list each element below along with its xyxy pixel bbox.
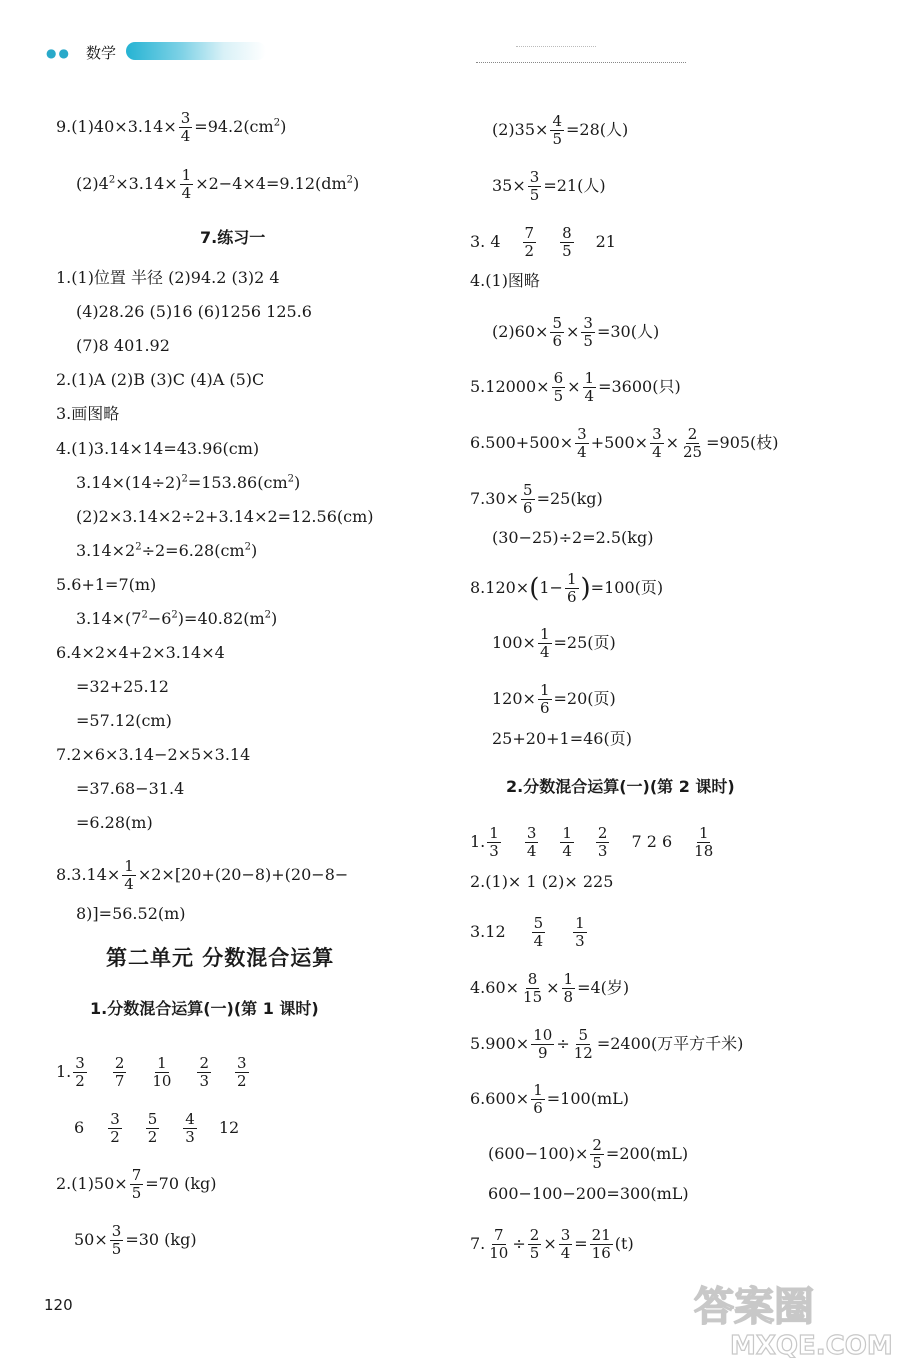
answer-line: 120× $\frac{1}{6}$ =20(页): [492, 681, 616, 717]
unit-heading: 第二单元 分数混合运算: [106, 946, 335, 970]
fraction: $\frac{3}{4}$: [526, 824, 537, 860]
fraction: $\frac{2}{5}$: [592, 1136, 602, 1172]
answer-line: 6 $\frac{3}{2}$ $\frac{5}{2}$ $\frac{4}{3}$ 12: [74, 1110, 240, 1146]
fraction: $\frac{1}{4}$: [124, 857, 134, 893]
fraction: $\frac{3}{5}$: [529, 168, 540, 204]
answer-line: 2.(1)A (2)B (3)C (4)A (5)C: [56, 370, 265, 389]
fraction: $\frac{2}{25}$: [683, 425, 703, 461]
fraction: $\frac{7}{2}$: [524, 224, 535, 260]
fraction: $\frac{3}{5}$: [111, 1222, 122, 1258]
answer-line: 5.6+1=7(m): [56, 575, 157, 594]
answer-line: 25+20+1=46(页): [492, 729, 632, 748]
answer-line: =37.68−31.4: [76, 779, 185, 798]
fraction: $\frac{1}{4}$: [562, 824, 572, 860]
fraction: $\frac{10}{9}$: [533, 1026, 553, 1062]
answer-line: 6.500+500× $\frac{3}{4}$ +500× $\frac{3}{4}$ × $\frac{2}{25}$ =905(枝): [470, 425, 779, 461]
answer-line: (4)28.26 (5)16 (6)1256 125.6: [76, 302, 312, 321]
fraction: $\frac{4}{3}$: [185, 1110, 195, 1146]
fraction: $\frac{3}{4}$: [652, 425, 662, 461]
answer-line: 6.600× $\frac{1}{6}$ =100(mL): [470, 1081, 629, 1117]
answer-line: $3.14\times(14\div 2)^2=153.86(cm^2)$: [76, 473, 301, 492]
answer-line: (30−25)÷2=2.5(kg): [492, 528, 654, 547]
fraction: $\frac{21}{16}$: [591, 1226, 611, 1262]
fraction: $\frac{3}{5}$: [583, 314, 593, 350]
answer-line: (2)2×3.14×2÷2+3.14×2=12.56(cm): [76, 507, 374, 526]
fraction: $\frac{3}{2}$: [75, 1054, 85, 1090]
answer-line: 7.2×6×3.14−2×5×3.14: [56, 745, 251, 764]
header-brand-logo: [126, 42, 266, 60]
fraction: $\frac{3}{2}$: [110, 1110, 120, 1146]
fraction: $\frac{2}{3}$: [597, 824, 608, 860]
answer-line: 4.60× $\frac{8}{15}$ × $\frac{1}{8}$ =4(岁): [470, 970, 630, 1006]
fraction: $\frac{8}{15}$: [523, 970, 543, 1006]
answer-line: 2.(1)× 1 (2)× 225: [470, 872, 614, 891]
answer-line: 7. $\frac{7}{10}$ ÷ $\frac{2}{5}$ × $\frac{3}{4}$ = $\frac{21}{16}$ (t): [470, 1226, 634, 1262]
answer-line: 2.(1)50× $\frac{7}{5}$ =70 (kg): [56, 1166, 217, 1202]
answer-line: =6.28(m): [76, 813, 153, 832]
answer-line: 600−100−200=300(mL): [488, 1184, 689, 1203]
answer-line: =57.12(cm): [76, 711, 172, 730]
fraction: $\frac{8}{5}$: [562, 224, 572, 260]
fraction: $\frac{1}{6}$: [566, 570, 577, 606]
watermark-logo: [690, 1276, 906, 1358]
answer-line: 100× $\frac{1}{4}$ =25(页): [492, 625, 616, 661]
answer-line: $3.14\times(7^2-6^2)=40.82(m^2)$: [76, 609, 278, 628]
fraction: $\frac{1}{3}$: [489, 824, 499, 860]
answer-line: $(2)4^2\times 3.14\times$ $\frac{1}{4}$ $\times 2-4\times 4=9.12(dm^2)$: [76, 166, 360, 202]
fraction: $\frac{5}{2}$: [147, 1110, 158, 1146]
answer-line: (600−100)× $\frac{2}{5}$ =200(mL): [488, 1136, 689, 1172]
header-subject: 数学: [86, 44, 117, 62]
answer-line: 1. $\frac{1}{3}$ $\frac{3}{4}$ $\frac{1}{4}$ $\frac{2}{3}$ 7 2 6 $\frac{1}{18}$: [470, 824, 714, 860]
answer-line: 4.(1)3.14×14=43.96(cm): [56, 439, 260, 458]
answer-line: 4.(1)图略: [470, 271, 540, 290]
fraction: $\frac{1}{10}$: [152, 1054, 172, 1090]
section-heading: 7.练习一: [200, 228, 266, 247]
answer-line: 9.(1)40×3.14× $\frac{3}{4}$ $=94.2(cm^2)$: [56, 109, 287, 145]
watermark-title: 答案圈: [694, 1284, 814, 1330]
fraction: $\frac{5}{6}$: [552, 314, 562, 350]
fraction: $\frac{2}{5}$: [529, 1226, 540, 1262]
answer-line: (2)60× $\frac{5}{6}$ × $\frac{3}{5}$ =30(人): [492, 314, 660, 350]
fraction: $\frac{2}{7}$: [114, 1054, 125, 1090]
answer-line: 1. $\frac{3}{2}$ $\frac{2}{7}$ $\frac{1}{10}$ $\frac{2}{3}$ $\frac{3}{2}$: [56, 1054, 247, 1090]
section-heading: 2.分数混合运算(一)(第 2 课时): [506, 777, 735, 796]
answer-line: =32+25.12: [76, 677, 169, 696]
header-dots-icon: ●●: [46, 46, 71, 60]
header-rule: [476, 62, 686, 63]
fraction: $\frac{1}{4}$: [539, 625, 550, 661]
fraction: $\frac{3}{4}$: [577, 425, 587, 461]
answer-line: 8.120×(1− $\frac{1}{6}$ )=100(页): [470, 570, 664, 606]
page-header: [46, 40, 526, 66]
answer-line: 50× $\frac{3}{5}$ =30 (kg): [74, 1222, 197, 1258]
fraction: $\frac{1}{4}$: [181, 166, 192, 202]
answer-line: 35× $\frac{3}{5}$ =21(人): [492, 168, 606, 204]
watermark-url: MXQE.COM: [730, 1331, 893, 1358]
fraction: $\frac{1}{4}$: [584, 369, 595, 405]
answer-line: 5.900× $\frac{10}{9}$ ÷ $\frac{5}{12}$ =2400(万平方千米): [470, 1026, 744, 1062]
fraction: $\frac{7}{5}$: [131, 1166, 142, 1202]
answer-line: 8)]=56.52(m): [76, 904, 186, 923]
fraction: $\frac{4}{5}$: [552, 112, 562, 148]
fraction: $\frac{7}{10}$: [489, 1226, 509, 1262]
answer-line: (2)35× $\frac{4}{5}$ =28(人): [492, 112, 629, 148]
answer-line: (7)8 401.92: [76, 336, 170, 355]
answer-line: 5.12000× $\frac{6}{5}$ × $\frac{1}{4}$ =3600(只): [470, 369, 681, 405]
answer-line: 6.4×2×4+2×3.14×4: [56, 643, 225, 662]
fraction: $\frac{1}{6}$: [539, 681, 550, 717]
answer-line: $3.14\times 2^2\div 2=6.28(cm^2)$: [76, 541, 258, 560]
page-number: 120: [44, 1296, 73, 1314]
fraction: $\frac{1}{8}$: [563, 970, 574, 1006]
answer-line: 3. 4 $\frac{7}{2}$ $\frac{8}{5}$ 21: [470, 224, 616, 260]
fraction: $\frac{3}{4}$: [180, 109, 191, 145]
answer-line: 3.画图略: [56, 404, 120, 423]
fraction: $\frac{3}{4}$: [560, 1226, 571, 1262]
answer-line: 7.30× $\frac{5}{6}$ =25(kg): [470, 481, 603, 517]
header-rule: [516, 46, 596, 47]
fraction: $\frac{5}{4}$: [533, 914, 544, 950]
section-heading: 1.分数混合运算(一)(第 1 课时): [90, 999, 319, 1018]
fraction: $\frac{6}{5}$: [553, 369, 564, 405]
fraction: $\frac{2}{3}$: [199, 1054, 209, 1090]
fraction: $\frac{5}{12}$: [573, 1026, 593, 1062]
fraction: $\frac{3}{2}$: [237, 1054, 247, 1090]
answer-line: 8.3.14× $\frac{1}{4}$ ×2×[20+(20−8)+(20−8−: [56, 857, 349, 893]
answer-line: 3.12 $\frac{5}{4}$ $\frac{1}{3}$: [470, 914, 585, 950]
fraction: $\frac{5}{6}$: [523, 481, 533, 517]
fraction: $\frac{1}{3}$: [575, 914, 585, 950]
answer-line: 1.(1)位置 半径 (2)94.2 (3)2 4: [56, 268, 280, 287]
fraction: $\frac{1}{6}$: [533, 1081, 543, 1117]
fraction: $\frac{1}{18}$: [694, 824, 714, 860]
